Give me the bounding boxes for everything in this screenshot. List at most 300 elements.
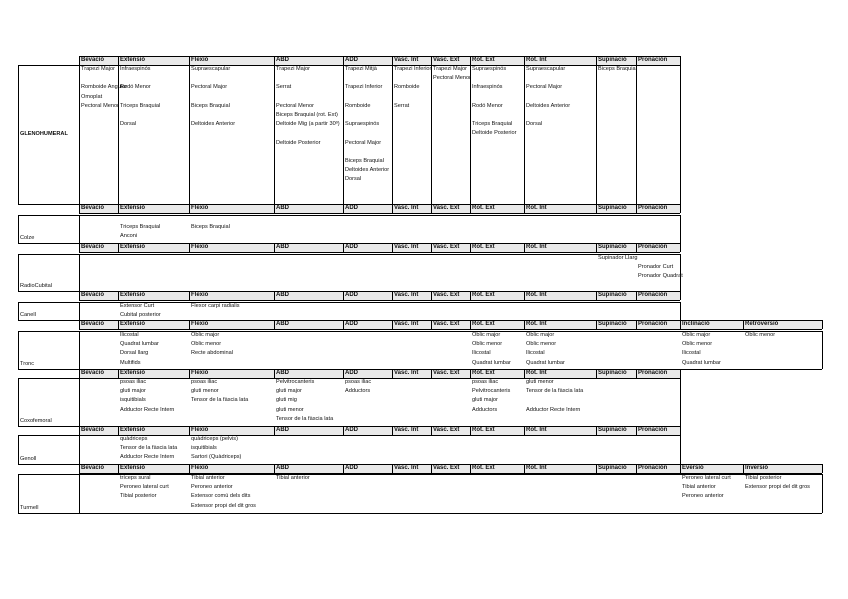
cell-glenohumeral-extensio: Triceps Braquial bbox=[120, 102, 161, 109]
grid-vline bbox=[470, 243, 471, 252]
cell-glenohumeral-vext: Pectoral Menor bbox=[433, 75, 471, 82]
column-header-vint: Vasc. Int bbox=[392, 243, 431, 252]
grid-hline bbox=[79, 204, 680, 205]
grid-vline bbox=[431, 65, 432, 204]
column-header-sup: Supinació bbox=[596, 320, 636, 329]
cell-tronc-rext: Quadrat lumbar bbox=[472, 359, 511, 366]
grid-vline bbox=[274, 464, 275, 473]
row-label-glenohumeral: GLENOHUMERAL bbox=[20, 130, 68, 137]
grid-hline bbox=[18, 254, 680, 255]
cell-tronc-rint: Oblic menor bbox=[526, 341, 557, 348]
column-header-pron: Pronación bbox=[636, 464, 680, 473]
column-header-abd: ABD bbox=[274, 369, 343, 378]
cell-glenohumeral-flexio: Deltoides Anterior bbox=[191, 121, 236, 128]
column-header-vext: Vasc. Ext bbox=[431, 243, 470, 252]
column-header-flexio: Flexió bbox=[189, 204, 274, 213]
column-header-rint: Rot. Int bbox=[524, 291, 596, 300]
column-header-tronc-1: Retroversió bbox=[743, 320, 822, 329]
grid-vline bbox=[680, 435, 681, 464]
column-header-add: ADD bbox=[343, 204, 392, 213]
cell-tronc-flexio: Recte abdominal bbox=[191, 350, 233, 357]
cell-glenohumeral-add: Dorsal bbox=[345, 176, 362, 183]
column-header-add: ADD bbox=[343, 464, 392, 473]
grid-vline bbox=[392, 369, 393, 378]
grid-hline bbox=[79, 329, 822, 330]
grid-vline bbox=[524, 291, 525, 300]
grid-vline bbox=[470, 56, 471, 65]
column-header-add: ADD bbox=[343, 243, 392, 252]
cell-coxofemoral-abd: Tensor de la fàscia lata bbox=[276, 415, 334, 422]
column-header-pron: Pronación bbox=[636, 426, 680, 435]
column-header-vint: Vasc. Int bbox=[392, 464, 431, 473]
grid-vline bbox=[118, 464, 119, 473]
grid-vline bbox=[79, 302, 80, 320]
cell-genoll-flexio: quàdriceps (pelvis) bbox=[191, 436, 238, 442]
grid-vline bbox=[189, 464, 190, 473]
cell-turmell-flexio: Tibial anterior bbox=[191, 475, 225, 481]
row-label-coxofemoral: Coxofemoral bbox=[20, 418, 52, 424]
grid-hline bbox=[79, 320, 822, 321]
grid-vline bbox=[431, 56, 432, 65]
column-header-pron: Pronación bbox=[636, 56, 680, 65]
cell-glenohumeral-bevacio: Pectoral Menor bbox=[81, 102, 119, 109]
grid-vline bbox=[680, 215, 681, 243]
column-header-vint: Vasc. Int bbox=[392, 320, 431, 329]
grid-vline bbox=[822, 464, 823, 473]
grid-vline bbox=[118, 426, 119, 435]
cell-turmell-flexio: Extensor propi del dit gros bbox=[191, 502, 256, 509]
grid-vline bbox=[343, 56, 344, 65]
grid-vline bbox=[524, 243, 525, 252]
cell-tronc-x1: Oblic major bbox=[682, 332, 711, 338]
cell-tronc-x1: Oblic menor bbox=[682, 341, 713, 348]
grid-vline bbox=[392, 291, 393, 300]
column-header-vext: Vasc. Ext bbox=[431, 291, 470, 300]
cell-tronc-flexio: Oblic major bbox=[191, 332, 220, 338]
grid-vline bbox=[524, 204, 525, 213]
column-header-extensio: Extensió bbox=[118, 291, 189, 300]
grid-vline bbox=[636, 426, 637, 435]
cell-glenohumeral-bevacio: Trapezi Major bbox=[81, 66, 115, 72]
column-header-pron: Pronación bbox=[636, 204, 680, 213]
row-label-radiocubital: RadioCubital bbox=[20, 283, 53, 289]
grid-vline bbox=[343, 204, 344, 213]
grid-vline bbox=[680, 291, 681, 300]
cell-genoll-flexio: Sartori (Quàdriceps) bbox=[191, 454, 242, 461]
grid-hline bbox=[79, 464, 822, 465]
column-header-rext: Rot. Ext bbox=[470, 320, 524, 329]
cell-tronc-x2: Oblic menor bbox=[745, 332, 776, 338]
cell-tronc-x1: Ilicostal bbox=[682, 350, 701, 357]
column-header-bevacio: Bevació bbox=[79, 464, 118, 473]
grid-hline bbox=[79, 300, 680, 301]
cell-coxofemoral-add: Adductors bbox=[345, 388, 371, 395]
column-header-vint: Vasc. Int bbox=[392, 369, 431, 378]
column-header-rext: Rot. Ext bbox=[470, 291, 524, 300]
cell-glenohumeral-vint: Trapezi Inferior bbox=[394, 66, 432, 72]
cell-coxofemoral-rext: psoas iliac bbox=[472, 379, 499, 385]
column-header-sup: Supinació bbox=[596, 204, 636, 213]
column-header-bevacio: Bevació bbox=[79, 291, 118, 300]
column-header-extensio: Extensió bbox=[118, 320, 189, 329]
cell-radiocubital-sup: Supinador Llarg bbox=[598, 255, 638, 261]
column-header-rint: Rot. Int bbox=[524, 426, 596, 435]
cell-coxofemoral-rint: gluti menor bbox=[526, 379, 554, 385]
cell-coxofemoral-flexio: Tensor de la fàscia lata bbox=[191, 397, 249, 404]
grid-vline bbox=[636, 243, 637, 252]
cell-genoll-extensio: Adductor Recte Intern bbox=[120, 454, 175, 461]
grid-vline bbox=[431, 243, 432, 252]
column-header-vext: Vasc. Ext bbox=[431, 204, 470, 213]
grid-vline bbox=[79, 369, 80, 378]
grid-vline bbox=[596, 56, 597, 65]
cell-tronc-extensio: Multifids bbox=[120, 359, 141, 366]
grid-vline bbox=[680, 65, 681, 204]
grid-vline bbox=[470, 369, 471, 378]
grid-vline bbox=[392, 56, 393, 65]
cell-radiocubital-pron: Pronador Curt bbox=[638, 264, 674, 270]
grid-vline bbox=[343, 464, 344, 473]
column-header-vint: Vasc. Int bbox=[392, 426, 431, 435]
column-header-bevacio: Bevació bbox=[79, 243, 118, 252]
grid-vline bbox=[79, 56, 80, 65]
column-header-rext: Rot. Ext bbox=[470, 56, 524, 65]
cell-tronc-extensio: Dorsal llarg bbox=[120, 350, 149, 357]
column-header-add: ADD bbox=[343, 320, 392, 329]
column-header-rint: Rot. Int bbox=[524, 464, 596, 473]
column-header-rext: Rot. Ext bbox=[470, 369, 524, 378]
cell-radiocubital-pron: Pronador Quadrat bbox=[638, 273, 683, 280]
cell-tronc-rint: Ilicostal bbox=[526, 350, 545, 357]
grid-vline bbox=[79, 204, 80, 213]
grid-vline bbox=[596, 369, 597, 378]
grid-hline bbox=[79, 56, 680, 57]
cell-glenohumeral-rint: Supraescapular bbox=[526, 66, 566, 72]
cell-coxofemoral-abd: gluti major bbox=[276, 388, 302, 395]
column-header-rint: Rot. Int bbox=[524, 204, 596, 213]
grid-vline bbox=[189, 320, 190, 329]
cell-glenohumeral-abd: Deltoide Mig (a partir 30º) bbox=[276, 121, 340, 128]
grid-vline bbox=[596, 426, 597, 435]
column-header-pron: Pronación bbox=[636, 291, 680, 300]
grid-vline bbox=[79, 243, 80, 252]
column-header-pron: Pronación bbox=[636, 369, 680, 378]
grid-vline bbox=[392, 320, 393, 329]
cell-glenohumeral-add: Pectoral Major bbox=[345, 139, 382, 146]
grid-vline bbox=[118, 320, 119, 329]
cell-coxofemoral-rint: Tensor de la fàscia lata bbox=[526, 388, 584, 395]
column-header-vext: Vasc. Ext bbox=[431, 464, 470, 473]
cell-glenohumeral-rext: Supraespinós bbox=[472, 66, 507, 72]
column-header-rint: Rot. Int bbox=[524, 320, 596, 329]
cell-canell-extensio: Extensor Curt bbox=[120, 303, 155, 309]
cell-glenohumeral-bevacio: Omoplat bbox=[81, 93, 103, 100]
grid-vline bbox=[79, 254, 80, 291]
cell-glenohumeral-extensio: Dorsal bbox=[120, 121, 137, 128]
grid-vline bbox=[118, 369, 119, 378]
cell-coxofemoral-abd: gluti mig bbox=[276, 397, 297, 404]
column-header-sup: Supinació bbox=[596, 56, 636, 65]
column-header-flexio: Flexió bbox=[189, 320, 274, 329]
column-header-abd: ABD bbox=[274, 291, 343, 300]
column-header-vext: Vasc. Ext bbox=[431, 426, 470, 435]
column-header-vint: Vasc. Int bbox=[392, 204, 431, 213]
column-header-rext: Rot. Ext bbox=[470, 464, 524, 473]
grid-vline bbox=[636, 369, 637, 378]
grid-vline bbox=[343, 426, 344, 435]
cell-colze-extensio: Triceps Braquial bbox=[120, 224, 161, 230]
column-header-abd: ABD bbox=[274, 204, 343, 213]
grid-vline bbox=[524, 369, 525, 378]
cell-turmell-extensio: tríceps sural bbox=[120, 475, 151, 481]
cell-coxofemoral-extensio: psoas iliac bbox=[120, 379, 147, 385]
cell-glenohumeral-rext: Triceps Braquial bbox=[472, 121, 513, 128]
column-header-rint: Rot. Int bbox=[524, 369, 596, 378]
cell-canell-flexio: Flexor carpi radialis bbox=[191, 303, 240, 309]
cell-tronc-x1: Quadrat lumbar bbox=[682, 359, 721, 366]
grid-vline bbox=[596, 65, 597, 204]
grid-vline bbox=[680, 464, 681, 473]
grid-vline bbox=[743, 320, 744, 329]
grid-vline bbox=[431, 369, 432, 378]
column-header-extensio: Extensió bbox=[118, 56, 189, 65]
column-header-sup: Supinació bbox=[596, 369, 636, 378]
cell-glenohumeral-rext: Rodó Menor bbox=[472, 102, 503, 109]
grid-vline bbox=[822, 320, 823, 329]
cell-glenohumeral-bevacio: Romboide Angular bbox=[81, 84, 128, 91]
grid-vline bbox=[743, 464, 744, 473]
grid-hline bbox=[79, 252, 680, 253]
cell-glenohumeral-flexio: Supraescapular bbox=[191, 66, 231, 72]
cell-glenohumeral-extensio: Infraespinós bbox=[120, 66, 151, 72]
cell-turmell-x1: Peroneo lateral curt bbox=[682, 475, 731, 481]
grid-vline bbox=[392, 426, 393, 435]
grid-vline bbox=[680, 204, 681, 213]
column-header-bevacio: Bevació bbox=[79, 204, 118, 213]
cell-glenohumeral-add: Biceps Braquial bbox=[345, 158, 384, 164]
grid-vline bbox=[431, 320, 432, 329]
grid-vline bbox=[189, 369, 190, 378]
grid-vline bbox=[118, 243, 119, 252]
column-header-extensio: Extensió bbox=[118, 204, 189, 213]
column-header-abd: ABD bbox=[274, 426, 343, 435]
column-header-flexio: Flexió bbox=[189, 291, 274, 300]
column-header-flexio: Flexió bbox=[189, 426, 274, 435]
column-header-flexio: Flexió bbox=[189, 243, 274, 252]
grid-vline bbox=[274, 369, 275, 378]
column-header-bevacio: Bevació bbox=[79, 320, 118, 329]
grid-vline bbox=[524, 56, 525, 65]
cell-coxofemoral-extensio: isquitibials bbox=[120, 397, 146, 404]
grid-vline bbox=[343, 320, 344, 329]
column-header-sup: Supinació bbox=[596, 291, 636, 300]
cell-colze-extensio: Anconi bbox=[120, 233, 138, 240]
row-label-genoll: Genoll bbox=[20, 456, 37, 462]
cell-glenohumeral-rint: Dorsal bbox=[526, 121, 543, 128]
grid-vline bbox=[79, 331, 80, 369]
cell-tronc-flexio: Oblic menor bbox=[191, 341, 222, 348]
grid-vline bbox=[431, 464, 432, 473]
grid-vline bbox=[680, 320, 681, 329]
column-header-extensio: Extensió bbox=[118, 369, 189, 378]
cell-tronc-rext: Oblic menor bbox=[472, 341, 503, 348]
grid-hline bbox=[79, 213, 680, 214]
column-header-bevacio: Bevació bbox=[79, 56, 118, 65]
column-header-turmell-0: Eversió bbox=[680, 464, 743, 473]
grid-vline bbox=[274, 426, 275, 435]
column-header-vext: Vasc. Ext bbox=[431, 56, 470, 65]
column-header-bevacio: Bevació bbox=[79, 369, 118, 378]
grid-vline bbox=[470, 320, 471, 329]
cell-glenohumeral-vext: Trapezi Major bbox=[433, 66, 467, 72]
grid-vline bbox=[189, 204, 190, 213]
grid-vline bbox=[470, 464, 471, 473]
column-header-pron: Pronación bbox=[636, 243, 680, 252]
grid-hline bbox=[18, 215, 680, 216]
grid-vline bbox=[636, 291, 637, 300]
grid-vline bbox=[596, 243, 597, 252]
cell-tronc-rint: Quadrat lumbar bbox=[526, 359, 565, 366]
cell-coxofemoral-rext: Pelvitrocanteris bbox=[472, 388, 511, 395]
cell-turmell-abd: Tibial anterior bbox=[276, 475, 310, 481]
grid-vline bbox=[79, 426, 80, 435]
column-header-flexio: Flexió bbox=[189, 464, 274, 473]
cell-tronc-extensio: Quadrat lumbar bbox=[120, 341, 159, 348]
grid-vline bbox=[343, 369, 344, 378]
grid-vline bbox=[189, 243, 190, 252]
grid-vline bbox=[274, 320, 275, 329]
cell-turmell-x2: Tibial posterior bbox=[745, 475, 782, 481]
grid-vline bbox=[680, 56, 681, 65]
cell-glenohumeral-rint: Deltoides Anterior bbox=[526, 102, 571, 109]
column-header-abd: ABD bbox=[274, 320, 343, 329]
column-header-extensio: Extensió bbox=[118, 426, 189, 435]
cell-glenohumeral-abd: Serrat bbox=[276, 84, 292, 91]
column-header-vext: Vasc. Ext bbox=[431, 320, 470, 329]
grid-vline bbox=[470, 204, 471, 213]
column-header-rint: Rot. Int bbox=[524, 56, 596, 65]
grid-vline bbox=[118, 204, 119, 213]
grid-vline bbox=[470, 291, 471, 300]
grid-hline bbox=[79, 369, 680, 370]
grid-hline bbox=[18, 513, 822, 514]
grid-vline bbox=[79, 291, 80, 300]
cell-turmell-x2: Extensor propi del dit gros bbox=[745, 484, 810, 491]
row-label-turmell: Turmell bbox=[20, 505, 39, 511]
column-header-turmell-1: Inversió bbox=[743, 464, 822, 473]
column-header-abd: ABD bbox=[274, 243, 343, 252]
cell-genoll-extensio: Tensor de la fàscia lata bbox=[120, 445, 178, 452]
grid-vline bbox=[524, 464, 525, 473]
cell-glenohumeral-flexio: Pectoral Major bbox=[191, 84, 228, 91]
grid-vline bbox=[392, 243, 393, 252]
cell-glenohumeral-add: Romboide bbox=[345, 102, 371, 109]
grid-vline bbox=[680, 426, 681, 435]
grid-vline bbox=[680, 378, 681, 426]
grid-vline bbox=[636, 56, 637, 65]
grid-vline bbox=[189, 56, 190, 65]
cell-coxofemoral-add: psoas iliac bbox=[345, 379, 372, 385]
grid-vline bbox=[392, 204, 393, 213]
grid-vline bbox=[343, 291, 344, 300]
column-header-bevacio: Bevació bbox=[79, 426, 118, 435]
grid-vline bbox=[680, 369, 681, 378]
grid-vline bbox=[524, 426, 525, 435]
row-label-tronc: Tronc bbox=[20, 361, 35, 367]
row-label-canell: Canell bbox=[20, 312, 36, 318]
grid-vline bbox=[431, 291, 432, 300]
grid-vline bbox=[343, 243, 344, 252]
grid-vline bbox=[392, 464, 393, 473]
grid-vline bbox=[79, 464, 80, 473]
grid-vline bbox=[470, 426, 471, 435]
cell-coxofemoral-abd: Pelvitrocanteris bbox=[276, 379, 315, 385]
grid-vline bbox=[79, 435, 80, 464]
cell-coxofemoral-flexio: psoas iliac bbox=[191, 379, 218, 385]
cell-glenohumeral-vint: Romboide bbox=[394, 84, 420, 91]
cell-turmell-extensio: Tibial posterior bbox=[120, 493, 157, 500]
grid-vline bbox=[524, 320, 525, 329]
cell-glenohumeral-sup: Biceps Braquial bbox=[598, 66, 637, 72]
grid-vline bbox=[596, 291, 597, 300]
column-header-rint: Rot. Int bbox=[524, 243, 596, 252]
grid-vline bbox=[596, 464, 597, 473]
column-header-add: ADD bbox=[343, 291, 392, 300]
cell-turmell-x1: Peroneo anterior bbox=[682, 493, 724, 500]
column-header-sup: Supinació bbox=[596, 243, 636, 252]
cell-coxofemoral-abd: gluti menor bbox=[276, 406, 304, 413]
cell-coxofemoral-rext: gluti major bbox=[472, 397, 498, 404]
cell-canell-extensio: Cubital posterior bbox=[120, 312, 161, 319]
grid-vline bbox=[822, 331, 823, 369]
grid-vline bbox=[274, 243, 275, 252]
cell-coxofemoral-extensio: Adductor Recte Intern bbox=[120, 406, 175, 413]
cell-genoll-extensio: quàdriceps bbox=[120, 436, 148, 442]
column-header-tronc-0: Inclinació bbox=[680, 320, 743, 329]
column-header-sup: Supinació bbox=[596, 464, 636, 473]
column-header-extensio: Extensió bbox=[118, 243, 189, 252]
column-header-vext: Vasc. Ext bbox=[431, 369, 470, 378]
cell-tronc-rint: Oblic major bbox=[526, 332, 555, 338]
column-header-rext: Rot. Ext bbox=[470, 426, 524, 435]
cell-turmell-flexio: Peroneo anterior bbox=[191, 484, 233, 491]
row-label-colze: Colze bbox=[20, 235, 35, 241]
grid-vline bbox=[636, 320, 637, 329]
grid-vline bbox=[189, 426, 190, 435]
cell-glenohumeral-abd: Deltoide Posterior bbox=[276, 139, 321, 146]
cell-glenohumeral-abd: Biceps Braquial (rot. Ext) bbox=[276, 112, 338, 118]
cell-turmell-extensio: Peroneo lateral curt bbox=[120, 484, 169, 491]
column-header-rext: Rot. Ext bbox=[470, 204, 524, 213]
grid-vline bbox=[596, 204, 597, 213]
cell-glenohumeral-abd: Pectoral Menor bbox=[276, 102, 314, 109]
cell-glenohumeral-flexio: Biceps Braquial bbox=[191, 102, 230, 109]
cell-genoll-flexio: isquitibials bbox=[191, 445, 217, 452]
cell-colze-flexio: Biceps Braquial bbox=[191, 224, 230, 230]
cell-glenohumeral-add: Deltoides Anterior bbox=[345, 167, 390, 174]
cell-glenohumeral-rint: Pectoral Major bbox=[526, 84, 563, 91]
cell-glenohumeral-add: Trapezi Mitjà bbox=[345, 66, 377, 72]
cell-coxofemoral-rint: Adductor Recte Intern bbox=[526, 406, 581, 413]
cell-tronc-rext: Ilicostal bbox=[472, 350, 491, 357]
column-header-add: ADD bbox=[343, 369, 392, 378]
cell-glenohumeral-vint: Serrat bbox=[394, 102, 410, 109]
grid-vline bbox=[274, 291, 275, 300]
grid-vline bbox=[680, 243, 681, 252]
column-header-add: ADD bbox=[343, 56, 392, 65]
grid-vline bbox=[822, 474, 823, 513]
column-header-rext: Rot. Ext bbox=[470, 243, 524, 252]
